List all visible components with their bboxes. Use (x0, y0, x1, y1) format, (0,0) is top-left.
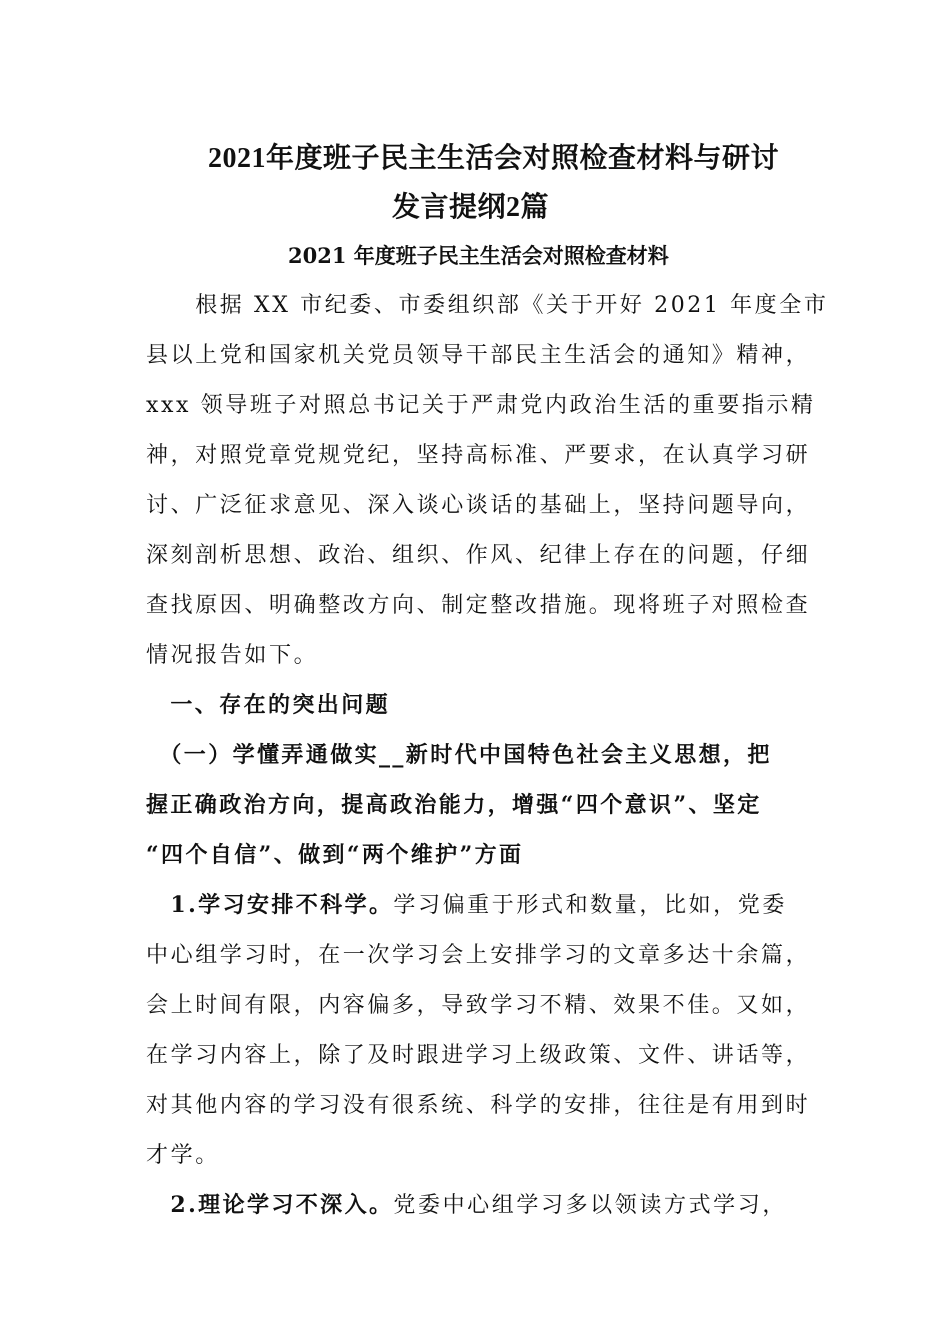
item-2-text: 党委中心组学习多以领读方式学习， (393, 1193, 787, 1218)
document-title-line-1: 2021年度班子民主生活会对照检查材料与研讨 (208, 143, 780, 174)
item-1-line: 对其他内容的学习没有很系统、科学的安排，往往是有用到时 (146, 1093, 811, 1118)
item-2-first-line (146, 1188, 787, 1219)
document-title-line-2: 发言提纲2篇 (392, 192, 550, 223)
intro-line: 讨、广泛征求意见、深入谈心谈话的基础上，坚持问题导向， (146, 493, 811, 518)
item-1-label: 1.学习安排不科学。 (146, 892, 394, 918)
item-1-line: 会上时间有限，内容偏多，导致学习不精、效果不佳。又如， (146, 993, 811, 1018)
intro-line: 县以上党和国家机关党员领导干部民主生活会的通知》精神， (146, 343, 811, 368)
intro-line: 情况报告如下。 (146, 643, 319, 668)
item-1-text: 学习偏重于形式和数量，比如，党委 (393, 893, 787, 918)
item-1-first-line (146, 888, 787, 919)
item-1-line: 才学。 (146, 1143, 220, 1168)
document-subtitle: 2021 年度班子民主生活会对照检查材料 (288, 243, 669, 268)
subsection-heading-line: “四个自信”、做到“两个维护”方面 (146, 842, 524, 868)
subsection-heading-line: （一）学懂弄通做实__新时代中国特色社会主义思想，把 (146, 742, 772, 768)
item-1-line: 在学习内容上，除了及时跟进学习上级政策、文件、讲话等， (146, 1043, 811, 1068)
intro-line: xxx 领导班子对照总书记关于严肃党内政治生活的重要指示精 (146, 393, 816, 418)
section-heading: 一、存在的突出问题 (146, 692, 391, 718)
intro-line: 查找原因、明确整改方向、制定整改措施。现将班子对照检查 (146, 593, 811, 618)
subsection-heading-line: 握正确政治方向，提高政治能力，增强“四个意识”、坚定 (146, 792, 762, 818)
intro-line: 神，对照党章党规党纪，坚持高标准、严要求，在认真学习研 (146, 443, 811, 468)
intro-line: 深刻剖析思想、政治、组织、作风、纪律上存在的问题，仔细 (146, 543, 811, 568)
intro-line: 根据 XX 市纪委、市委组织部《关于开好 2021 年度全市 (146, 293, 829, 318)
item-1-line: 中心组学习时，在一次学习会上安排学习的文章多达十余篇， (146, 943, 811, 968)
item-2-label: 2.理论学习不深入。 (146, 1192, 394, 1218)
